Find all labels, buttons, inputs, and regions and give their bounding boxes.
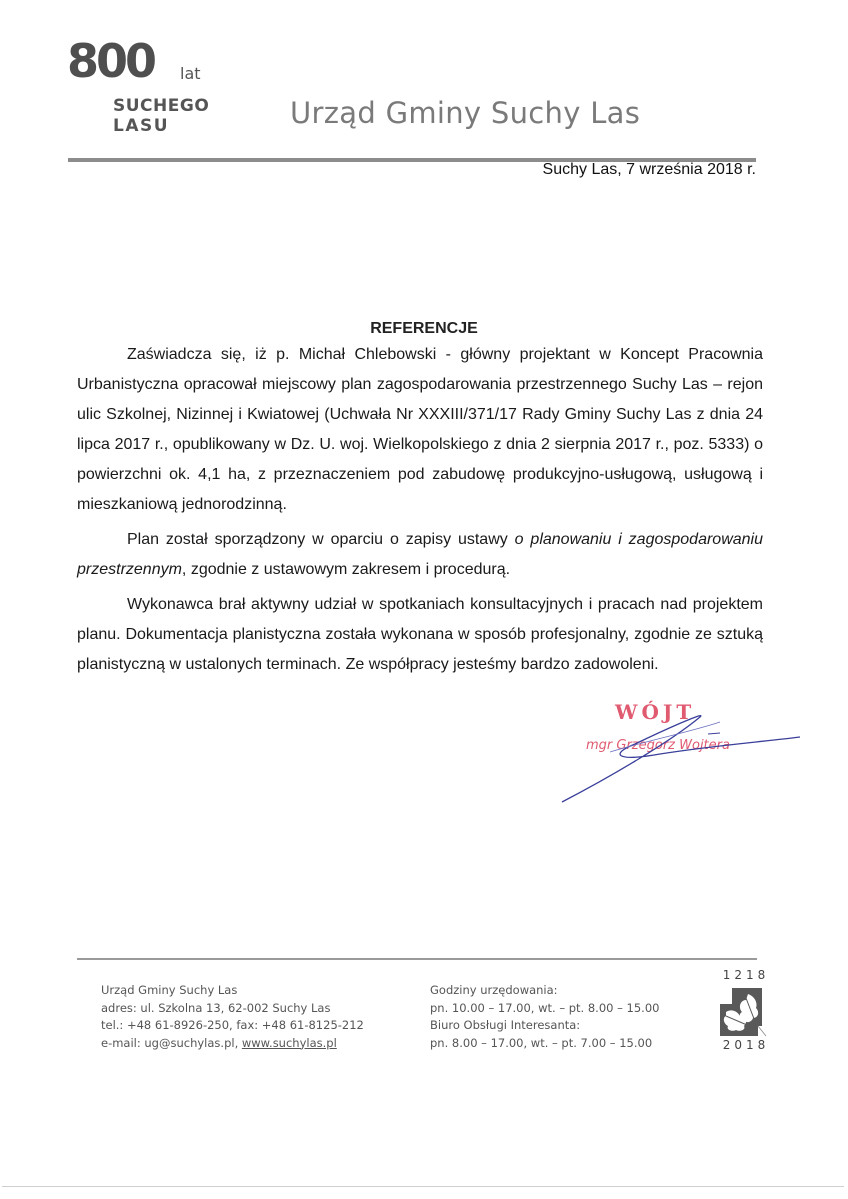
footer-email-web [101, 1035, 364, 1053]
footer-email: e-mail: ug@suchylas.pl, [101, 1035, 242, 1050]
stamp-name: mgr Grzegorz Wojtera [586, 738, 730, 753]
document-heading: REFERENCJE [370, 320, 478, 337]
footer-website-link[interactable]: www.suchylas.pl [241, 1035, 337, 1050]
footer-address: adres: ul. Szkolna 13, 62-002 Suchy Las [101, 1000, 331, 1015]
paragraph-2-act-title: o planowaniu i zagospodarowaniu przestrzennym [77, 531, 763, 578]
footer-contact [101, 982, 364, 1052]
footer-org-name: Urząd Gminy Suchy Las [101, 983, 238, 997]
office-hours-label: Godziny urzędowania: [430, 983, 558, 997]
logo-800-lat-suchego-lasu [67, 34, 247, 142]
jubilee-year-start: 1218 [722, 968, 770, 982]
jubilee-year-end: 2018 [722, 1038, 770, 1052]
date-line: Suchy Las, 7 września 2018 r. [542, 161, 756, 178]
paragraph-1: Zaświadcza się, iż p. Michał Chlebowski - główny projektant w Koncept Pracownia Urbanistyczna opracował miejscowy plan zagospodarowania przestrzennego Suchy Las – rejon ulic Szkolnej, Nizinnej i Kwiatowej (Uchwała Nr XXXIII/371/17 Rady Gminy Suchy Las z dnia 24 lipca 2017 r., opublikowany w Dz. U. woj. Wielkopolskiego z dnia 2 sierpnia 2017 r., poz. 5333) o powierzchni ok. 4,1 ha, z przeznaczeniem pod zabudowę produkcyjno-usługową, usługową i mieszkaniową jednorodzinną. [77, 346, 763, 513]
oak-leaf-icon [718, 986, 770, 1038]
logo-number: 800 [67, 34, 155, 88]
paragraph-3: Wykonawca brał aktywny udział w spotkaniach konsultacyjnych i pracach nad projektem planu. Dokumentacja planistyczna została wykonana w sposób profesjonalny, zgodnie ze sztuką planistyczną w ustalonych terminach. Ze współpracy jesteśmy bardzo zadowoleni. [77, 596, 763, 673]
logo-line1: SUCHEGO [113, 96, 210, 116]
paragraph-2-start: Plan został sporządzony w oparciu o zapisy ustawy [127, 531, 515, 548]
footer-phone-fax: tel.: +48 61-8926-250, fax: +48 61-8125-212 [101, 1018, 364, 1032]
handwritten-signature-icon [550, 692, 810, 812]
service-desk-hours: pn. 8.00 – 17.00, wt. – pt. 7.00 – 15.00 [430, 1035, 653, 1050]
stamp-title: WÓJT [615, 700, 696, 724]
footer-divider [77, 958, 757, 960]
letter-body [77, 340, 763, 680]
jubilee-logo [714, 968, 774, 1058]
paragraph-2-end: , zgodnie z ustawowym zakresem i procedurą. [181, 561, 511, 578]
signature-stamp [550, 692, 810, 812]
footer-hours [430, 982, 659, 1052]
logo-line2: LASU [113, 116, 170, 136]
org-name: Urząd Gminy Suchy Las [290, 96, 641, 130]
paragraph-2 [77, 525, 763, 585]
office-hours-value: pn. 10.00 – 17.00, wt. – pt. 8.00 – 15.00 [430, 1000, 660, 1015]
logo-lat: lat [180, 64, 201, 83]
service-desk-label: Biuro Obsługi Interesanta: [430, 1018, 581, 1032]
scan-edge-line [2, 1186, 844, 1187]
